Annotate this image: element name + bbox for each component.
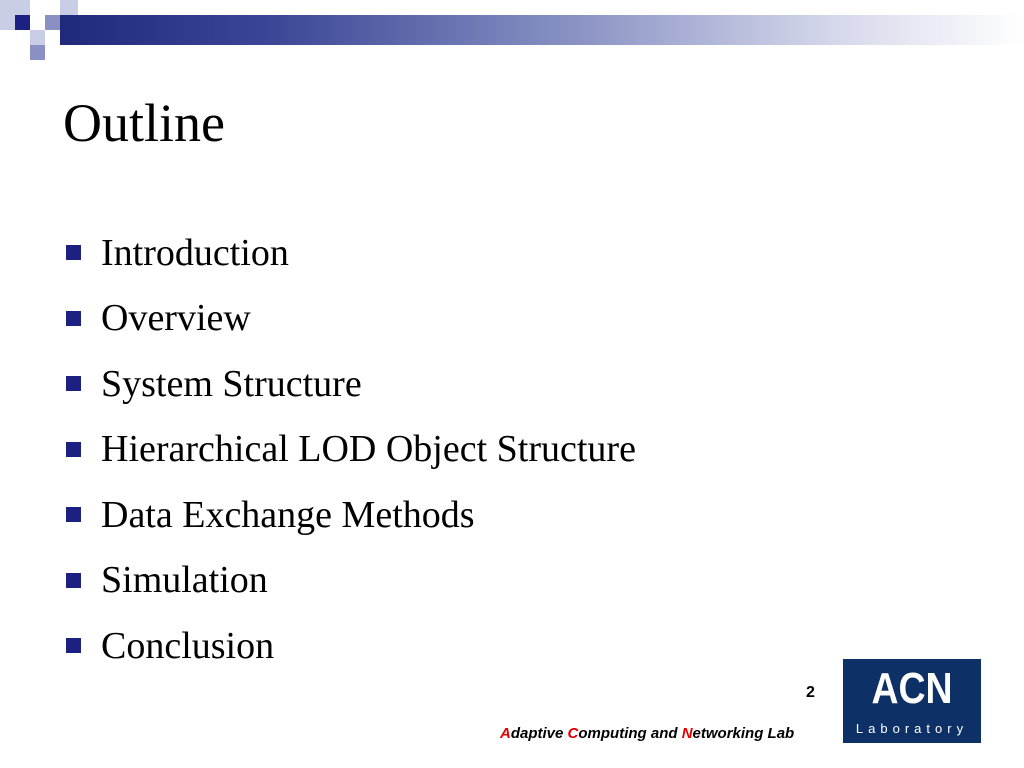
list-item	[66, 613, 636, 679]
square-bullet-icon	[66, 507, 81, 522]
bullet-text: Hierarchical LOD Object Structure	[101, 428, 636, 471]
list-item	[66, 417, 636, 483]
decor-square	[60, 0, 78, 15]
bullet-text: Conclusion	[101, 624, 275, 667]
bullet-text: System Structure	[101, 362, 362, 405]
header-gradient-bar	[60, 15, 1024, 45]
square-bullet-icon	[66, 376, 81, 391]
slide-title: Outline	[63, 93, 225, 153]
square-bullet-icon	[66, 311, 81, 326]
bullet-text: Simulation	[101, 559, 268, 602]
bullet-text: Introduction	[101, 231, 289, 274]
bullet-text: Data Exchange Methods	[101, 493, 475, 536]
decor-square	[0, 30, 30, 45]
logo-sub-text: Laboratory	[855, 721, 969, 736]
page-number: 2	[806, 684, 815, 701]
footer-initial: C	[567, 725, 579, 742]
list-item	[66, 482, 636, 548]
decor-square	[45, 15, 60, 30]
list-item	[66, 286, 636, 352]
square-bullet-icon	[66, 573, 81, 588]
footer-lab-name	[500, 725, 794, 742]
footer-initial: A	[500, 725, 511, 742]
square-bullet-icon	[66, 245, 81, 260]
list-item	[66, 220, 636, 286]
footer-text: omputing and	[578, 725, 682, 742]
list-item	[66, 548, 636, 614]
footer-text: etworking Lab	[692, 725, 795, 742]
logo-main-text: ACN	[871, 664, 953, 713]
footer-text: daptive	[510, 725, 568, 742]
decor-square	[30, 30, 45, 45]
decor-square	[15, 15, 30, 30]
footer-initial: N	[681, 725, 693, 742]
acn-logo	[843, 659, 981, 743]
bullet-text: Overview	[101, 297, 251, 340]
bullet-list	[66, 220, 636, 679]
list-item	[66, 351, 636, 417]
square-bullet-icon	[66, 442, 81, 457]
decor-square	[30, 45, 45, 60]
square-bullet-icon	[66, 638, 81, 653]
